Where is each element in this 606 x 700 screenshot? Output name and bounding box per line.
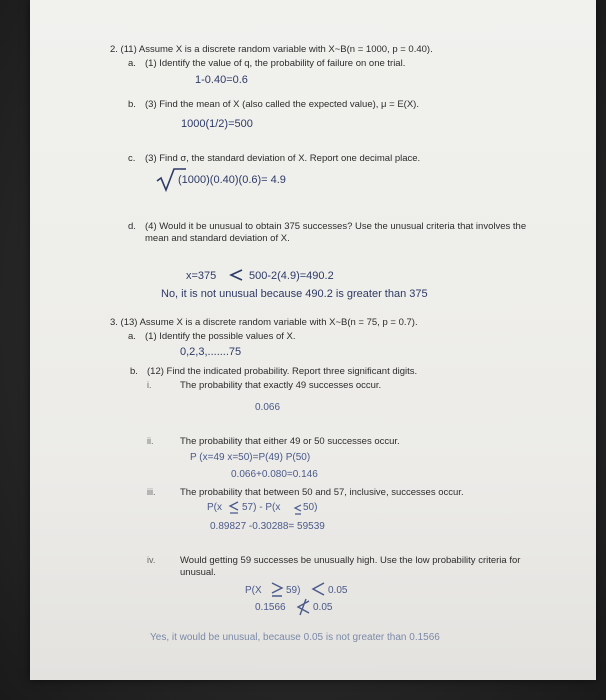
q3b-ii-prompt: The probability that either 49 or 50 successes occur. bbox=[180, 436, 400, 447]
greater-equal-symbol bbox=[270, 582, 284, 598]
q3b-ii-answer-line1: P (x=49 x=50)=P(49) P(50) bbox=[190, 452, 311, 463]
worksheet-page bbox=[30, 0, 596, 680]
q2b-answer: 1000(1/2)=500 bbox=[181, 118, 253, 130]
q3b-iii-label: iii. bbox=[147, 487, 156, 497]
q3b-iv-prompt-line1: Would getting 59 successes be unusually high. Use the low probability criteria for bbox=[180, 555, 521, 566]
q3b-iv-answer-b: 59) bbox=[286, 585, 301, 596]
q3a-prompt: (1) Identify the possible values of X. bbox=[145, 331, 296, 342]
q2b-label: b. bbox=[128, 99, 136, 110]
q3b-i-prompt: The probability that exactly 49 successes occur. bbox=[180, 380, 382, 391]
q2c-label: c. bbox=[128, 153, 136, 164]
q3-header: 3. (13) Assume X is a discrete random variable with X~B(n = 75, p = 0.7). bbox=[110, 317, 418, 328]
q3b-iv-label: iv. bbox=[147, 555, 156, 565]
less-equal-symbol-small bbox=[293, 504, 303, 516]
q2a-answer: 1-0.40=0.6 bbox=[195, 74, 248, 86]
q2a-prompt: (1) Identify the value of q, the probability of failure on one trial. bbox=[145, 58, 406, 69]
q2d-answer-x: x=375 bbox=[186, 270, 217, 282]
q2c-prompt: (3) Find σ, the standard deviation of X. Report one decimal place. bbox=[145, 153, 421, 164]
q3b-iii-answer-a: P(x bbox=[207, 502, 222, 513]
q3b-iv-answer-c: 0.05 bbox=[328, 585, 348, 596]
q3b-iv-answer-a: P(X bbox=[245, 585, 262, 596]
q3b-label: b. bbox=[130, 366, 138, 377]
q3b-i-label: i. bbox=[147, 380, 152, 390]
q3a-label: a. bbox=[128, 331, 136, 342]
q2b-prompt: (3) Find the mean of X (also called the expected value), μ = E(X). bbox=[145, 99, 419, 110]
q2-header: 2. (11) Assume X is a discrete random variable with X~B(n = 1000, p = 0.40). bbox=[110, 44, 433, 55]
less-equal-symbol bbox=[228, 501, 240, 515]
q2d-prompt-line1: (4) Would it be unusual to obtain 375 successes? Use the unusual criteria that involves the bbox=[145, 221, 527, 232]
less-than-symbol bbox=[228, 268, 244, 282]
not-less-than-symbol bbox=[295, 598, 311, 616]
q2c-answer: (1000)(0.40)(0.6)= 4.9 bbox=[178, 174, 286, 186]
q3b-iii-answer-b: 57) - P(x bbox=[242, 502, 281, 513]
q2a-label: a. bbox=[128, 58, 136, 69]
q3b-iv-prompt-line2: unusual. bbox=[180, 567, 216, 578]
q3b-ii-answer-line2: 0.066+0.080=0.146 bbox=[231, 469, 318, 480]
q3b-ii-label: ii. bbox=[147, 436, 154, 446]
q2d-answer-conclusion: No, it is not unusual because 490.2 is greater than 375 bbox=[161, 288, 428, 300]
q3a-answer: 0,2,3,.......75 bbox=[180, 346, 242, 358]
q3b-iii-answer-line2: 0.89827 -0.30288= 59539 bbox=[210, 521, 325, 532]
q3b-iv-conclusion: Yes, it would be unusual, because 0.05 is not greater than 0.1566 bbox=[150, 632, 440, 643]
q3b-iii-prompt: The probability that between 50 and 57, inclusive, successes occur. bbox=[180, 487, 464, 498]
q2d-answer-bound: 500-2(4.9)=490.2 bbox=[249, 270, 334, 282]
q3b-iii-answer-c: 50) bbox=[303, 502, 318, 513]
less-than-symbol-iv bbox=[310, 581, 326, 597]
q3b-prompt: (12) Find the indicated probability. Report three significant digits. bbox=[147, 366, 418, 377]
q2d-label: d. bbox=[128, 221, 136, 232]
q3b-i-answer: 0.066 bbox=[255, 402, 281, 413]
q3b-iv-answer-line2-b: 0.05 bbox=[313, 602, 333, 613]
q3b-iv-answer-line2-a: 0.1566 bbox=[255, 602, 286, 613]
q2d-prompt-line2: mean and standard deviation of X. bbox=[145, 233, 290, 244]
